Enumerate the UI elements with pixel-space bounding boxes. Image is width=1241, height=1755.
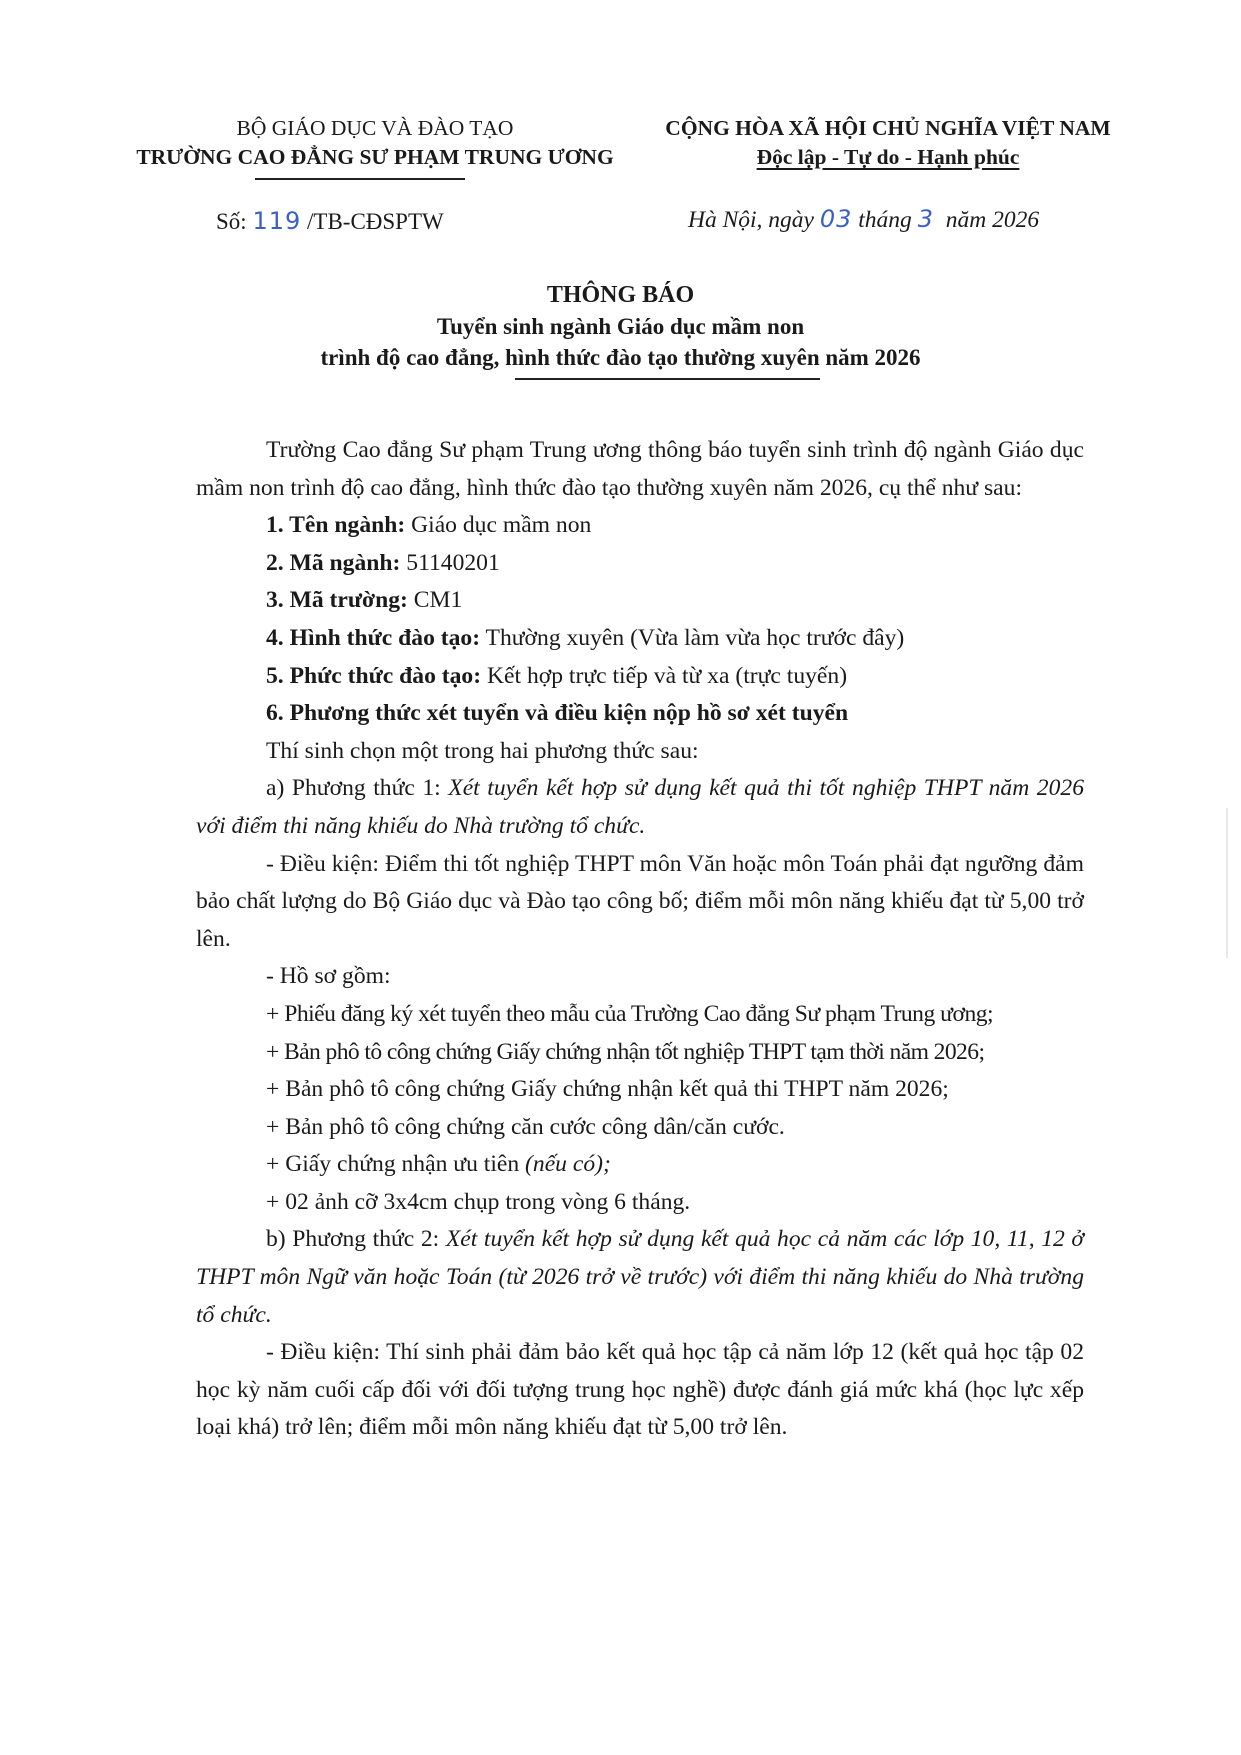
notice-title: [0, 280, 1241, 373]
item-value: CM1: [407, 587, 463, 614]
issue-date: [688, 205, 1039, 234]
method-1-condition: - Điều kiện: Điểm thi tốt nghiệp THPT môn Văn hoặc môn Toán phải đạt ngưỡng đảm bảo chất lượng do Bộ Giáo dục và Đào tạo công bố; điểm mỗi môn năng khiếu đạt từ 5,00 trở lên.: [196, 850, 1084, 952]
number-prefix: Số:: [216, 209, 247, 234]
title-main: THÔNG BÁO: [546, 282, 695, 308]
item-training-form: [196, 620, 1084, 658]
item-school-code: [196, 582, 1084, 620]
method-2: [196, 1221, 1084, 1334]
national-motto: Độc lập - Tự do - Hạnh phúc: [756, 145, 1020, 169]
number-suffix: /TB-CĐSPTW: [307, 209, 444, 234]
handwritten-day: 03: [819, 205, 853, 233]
item-label: 5. Phức thức đào tạo:: [266, 662, 482, 689]
title-detail: trình độ cao đẳng, hình thức đào tạo thường xuyên năm 2026: [320, 345, 921, 370]
item-value: Kết hợp trực tiếp và từ xa (trực tuyến): [481, 662, 848, 689]
scan-edge-mark: [1226, 808, 1228, 958]
issuer-underline: [255, 178, 465, 180]
item-admission-methods: [196, 695, 1084, 733]
nation-name: CỘNG HÒA XÃ HỘI CHỦ NGHĨA VIỆT NAM: [665, 116, 1111, 140]
method-1-prefix: a) Phương thức 1:: [266, 775, 449, 802]
intro-paragraph: Trường Cao đẳng Sư phạm Trung ương thông báo tuyển sinh trình độ ngành Giáo dục mầm non trình độ cao đẳng, hình thức đào tạo thường xuyên năm 2026, cụ thể như sau:: [196, 437, 1084, 501]
item-value: 51140201: [400, 549, 500, 576]
document-item-photos: + 02 ảnh cỡ 3x4cm chụp trong vòng 6 tháng.: [266, 1188, 691, 1215]
ministry-name: BỘ GIÁO DỤC VÀ ĐÀO TẠO: [236, 116, 514, 140]
item-label: 3. Mã trường:: [266, 587, 408, 614]
item-label: 4. Hình thức đào tạo:: [266, 624, 481, 651]
item-label: 2. Mã ngành:: [266, 549, 401, 576]
item-value: Giáo dục mầm non: [405, 512, 592, 539]
title-subject: Tuyển sinh ngành Giáo dục mầm non: [436, 314, 805, 339]
documents-label: - Hồ sơ gồm:: [266, 963, 391, 990]
priority-note: (nếu có);: [525, 1151, 611, 1178]
method-2-prefix: b) Phương thức 2:: [266, 1226, 446, 1253]
document-item-priority: [196, 1146, 1084, 1184]
item-label: 1. Tên ngành:: [266, 512, 406, 539]
document-item: + Bản phô tô công chứng Giấy chứng nhận tốt nghiệp THPT tạm thời năm 2026;: [266, 1038, 985, 1065]
item-training-mode: [196, 658, 1084, 696]
date-prefix: Hà Nội, ngày: [688, 207, 814, 233]
method-2-condition: - Điều kiện: Thí sinh phải đảm bảo kết quả học tập cả năm lớp 12 (kết quả học tập 02 học kỳ năm cuối cấp đối với đối tượng trung học nghề) được đánh giá mức khá (học lực xếp loại khá) trở lên; điểm mỗi môn năng khiếu đạt từ 5,00 trở lên.: [196, 1339, 1084, 1441]
item-label: 6. Phương thức xét tuyển và điều kiện nộp hồ sơ xét tuyển: [266, 700, 849, 727]
school-name: TRƯỜNG CAO ĐẲNG SƯ PHẠM TRUNG ƯƠNG: [136, 145, 614, 169]
document-item: + Bản phô tô công chứng Giấy chứng nhận kết quả thi THPT năm 2026;: [266, 1076, 949, 1103]
priority-text: + Giấy chứng nhận ưu tiên: [266, 1151, 526, 1178]
handwritten-month: 3: [917, 205, 934, 233]
document-item: + Bản phô tô công chứng căn cước công dân/căn cước.: [266, 1113, 785, 1140]
issuer-block: [110, 114, 640, 172]
year-text: năm 2026: [945, 207, 1040, 233]
document-number: [216, 207, 444, 235]
choose-method-text: Thí sinh chọn một trong hai phương thức sau:: [266, 737, 699, 764]
handwritten-number: 119: [252, 207, 302, 235]
method-1: [196, 770, 1084, 845]
notice-body: [196, 432, 1084, 1447]
item-major-name: [196, 507, 1084, 545]
title-underline: [515, 378, 820, 380]
document-item: + Phiếu đăng ký xét tuyển theo mẫu của Trường Cao đẳng Sư phạm Trung ương;: [266, 1000, 994, 1027]
item-value: Thường xuyên (Vừa làm vừa học trước đây): [480, 624, 905, 651]
national-heading: [648, 114, 1128, 172]
method-1-description: Xét tuyển kết hợp sử dụng kết quả thi tốt nghiệp THPT năm 2026 với điểm thi năng khiếu do Nhà trường tổ chức.: [196, 775, 1084, 839]
method-2-description: Xét tuyển kết hợp sử dụng kết quả học cả năm các lớp 10, 11, 12 ở THPT môn Ngữ văn hoặc Toán (từ 2026 trở về trước) với điểm thi năng khiếu do Nhà trường tổ chức.: [196, 1226, 1084, 1328]
month-label: tháng: [858, 207, 912, 233]
item-major-code: [196, 545, 1084, 583]
